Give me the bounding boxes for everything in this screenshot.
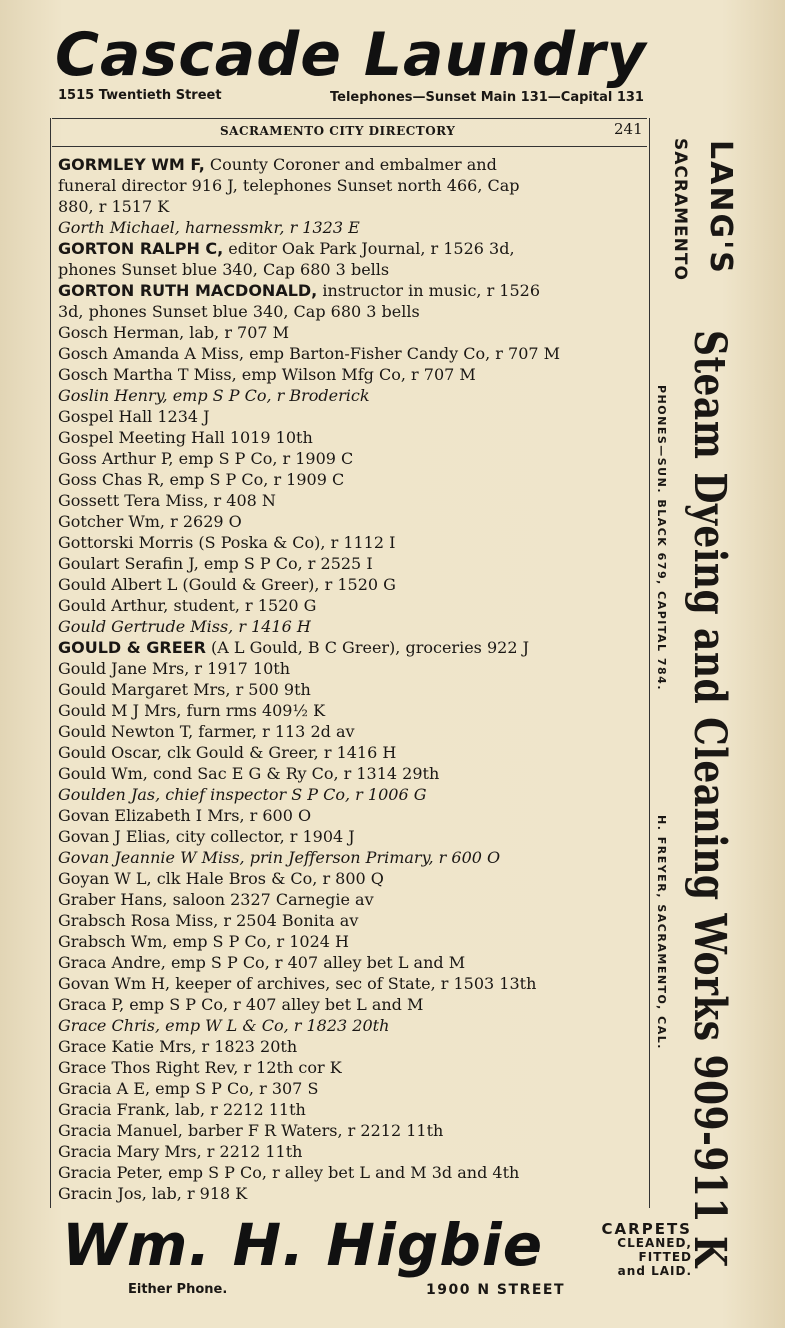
entry-details: clk Gould & Greer, r 1416 H bbox=[161, 743, 397, 762]
directory-entry bbox=[58, 763, 646, 784]
directory-entry bbox=[58, 1141, 646, 1162]
entry-name: Gould M J Mrs, bbox=[58, 701, 182, 720]
side-ad-slogan: Steam Dyeing and Cleaning Works 909-911 K bbox=[684, 330, 735, 1268]
entry-name: Gould Jane Mrs, bbox=[58, 659, 190, 678]
directory-entry bbox=[58, 280, 646, 322]
entry-details: r 600 O bbox=[244, 806, 312, 825]
entry-continuation: 3d, phones Sunset blue 340, Cap 680 3 bells bbox=[58, 302, 420, 321]
directory-entry bbox=[58, 826, 646, 847]
directory-entry bbox=[58, 805, 646, 826]
directory-entry bbox=[58, 973, 646, 994]
directory-entry bbox=[58, 1036, 646, 1057]
entry-continuation: 880, r 1517 K bbox=[58, 197, 170, 216]
entry-details: emp S P Co, r 1909 C bbox=[164, 470, 345, 489]
entry-details: (Gould & Greer), r 1520 G bbox=[177, 575, 396, 594]
entry-name: Gospel Hall bbox=[58, 407, 153, 426]
entry-details: clk Hale Bros & Co, r 800 Q bbox=[151, 869, 384, 888]
entry-details: emp S P Co, r 2525 I bbox=[198, 554, 373, 573]
directory-entry bbox=[58, 448, 646, 469]
directory-entry bbox=[58, 490, 646, 511]
entry-name: Gould Albert L bbox=[58, 575, 178, 594]
directory-entry bbox=[58, 364, 646, 385]
entry-details: harnessmkr, r 1323 E bbox=[179, 218, 360, 237]
entry-name: Gracia Peter, bbox=[58, 1163, 164, 1182]
directory-entry bbox=[58, 343, 646, 364]
entry-details: r 12th cor K bbox=[238, 1058, 342, 1077]
entry-name: Gotcher Wm, bbox=[58, 512, 166, 531]
entry-name: Gould Gertrude Miss, bbox=[58, 617, 234, 636]
directory-entry bbox=[58, 742, 646, 763]
directory-entry bbox=[58, 469, 646, 490]
entry-details: r 500 9th bbox=[230, 680, 311, 699]
header-rule-bottom bbox=[52, 146, 647, 147]
directory-entry bbox=[58, 238, 646, 280]
entry-name: Gould Arthur, bbox=[58, 596, 169, 615]
directory-entry bbox=[58, 784, 646, 805]
entry-name: Gosch Herman, bbox=[58, 323, 185, 342]
entry-name: Gracin Jos, bbox=[58, 1184, 147, 1203]
entry-details: student, r 1520 G bbox=[168, 596, 317, 615]
directory-entry bbox=[58, 910, 646, 931]
side-ad-city: SACRAMENTO bbox=[670, 138, 690, 281]
directory-entry bbox=[58, 595, 646, 616]
directory-entry bbox=[58, 1099, 646, 1120]
directory-entry bbox=[58, 952, 646, 973]
entry-name: Govan Jeannie W Miss, bbox=[58, 848, 245, 867]
directory-entry bbox=[58, 427, 646, 448]
entry-details: r 1823 20th bbox=[196, 1037, 298, 1056]
directory-entry bbox=[58, 1183, 646, 1204]
entry-name: Graca P, bbox=[58, 995, 125, 1014]
entry-details: r 2629 O bbox=[165, 512, 242, 531]
entry-details: lab, r 707 M bbox=[184, 323, 290, 342]
entry-details: (S Poska & Co), r 1112 I bbox=[193, 533, 396, 552]
bottom-ad-title: Wm. H. Higbie bbox=[62, 1211, 544, 1279]
bottom-ad-phone: Either Phone. bbox=[128, 1282, 228, 1297]
bottom-ad-address: 1900 N STREET bbox=[426, 1282, 566, 1298]
entry-name: Govan Elizabeth I Mrs, bbox=[58, 806, 245, 825]
entry-details: barber F R Waters, r 2212 11th bbox=[182, 1121, 444, 1140]
entry-name: Grabsch Wm, bbox=[58, 932, 168, 951]
entry-details: city collector, r 1904 J bbox=[170, 827, 355, 846]
entry-details: r 1917 10th bbox=[189, 659, 291, 678]
directory-entry bbox=[58, 700, 646, 721]
directory-entry bbox=[58, 574, 646, 595]
entry-name: Gospel Meeting Hall bbox=[58, 428, 225, 447]
directory-entry bbox=[58, 1078, 646, 1099]
entry-name: Gottorski Morris bbox=[58, 533, 194, 552]
entry-name: Gosch Amanda A Miss, bbox=[58, 344, 245, 363]
top-ad-phones: Telephones—Sunset Main 131—Capital 131 bbox=[330, 90, 644, 105]
entry-name: Govan J Elias, bbox=[58, 827, 171, 846]
entry-details: 1234 J bbox=[152, 407, 210, 426]
entry-details: County Coroner and embalmer and bbox=[204, 155, 497, 174]
entry-name: Gould Newton T, bbox=[58, 722, 194, 741]
directory-entry bbox=[58, 553, 646, 574]
entry-name: Goulart Serafin J, bbox=[58, 554, 199, 573]
entry-details: emp S P Co, r 407 alley bet L and M bbox=[124, 995, 424, 1014]
running-head: SACRAMENTO CITY DIRECTORY bbox=[220, 124, 456, 138]
entry-details: r 1416 H bbox=[233, 617, 311, 636]
entry-name: Grace Thos Right Rev, bbox=[58, 1058, 239, 1077]
entry-name: Graber Hans, bbox=[58, 890, 168, 909]
entry-name: Grabsch Rosa Miss, bbox=[58, 911, 219, 930]
entry-name: Goss Chas R, bbox=[58, 470, 165, 489]
entry-continuation: funeral director 916 J, telephones Sunset north 466, Cap bbox=[58, 176, 520, 195]
entry-name: GORMLEY WM F, bbox=[58, 155, 205, 174]
entry-details: emp W L & Co, r 1823 20th bbox=[160, 1016, 390, 1035]
entry-details: emp Wilson Mfg Co, r 707 M bbox=[236, 365, 476, 384]
entry-name: Gracia A E, bbox=[58, 1079, 151, 1098]
entry-details: emp S P Co, r alley bet L and M 3d and 4th bbox=[163, 1163, 520, 1182]
directory-entry bbox=[58, 217, 646, 238]
entry-details: keeper of archives, sec of State, r 1503 13th bbox=[170, 974, 537, 993]
directory-entry bbox=[58, 406, 646, 427]
fitted-label: FITTED bbox=[638, 1250, 692, 1264]
entry-details: instructor in music, r 1526 bbox=[317, 281, 541, 300]
entry-continuation: phones Sunset blue 340, Cap 680 3 bells bbox=[58, 260, 390, 279]
laid-label: and LAID. bbox=[617, 1264, 692, 1278]
entry-name: Gracia Frank, bbox=[58, 1100, 171, 1119]
entry-details: lab, r 918 K bbox=[146, 1184, 248, 1203]
directory-entry bbox=[58, 931, 646, 952]
directory-entry bbox=[58, 637, 646, 658]
bottom-ad-services bbox=[580, 1222, 692, 1278]
entry-details: emp S P Co, r Broderick bbox=[167, 386, 370, 405]
entry-name: Gould Margaret Mrs, bbox=[58, 680, 231, 699]
directory-entry bbox=[58, 658, 646, 679]
directory-entry bbox=[58, 1057, 646, 1078]
header-rule-top bbox=[52, 118, 647, 119]
side-ad-phones: PHONES—SUN. BLACK 679, CAPITAL 784. bbox=[655, 385, 668, 692]
top-ad-title: Cascade Laundry bbox=[55, 20, 647, 90]
directory-entry bbox=[58, 154, 646, 217]
entry-name: Grace Katie Mrs, bbox=[58, 1037, 197, 1056]
entry-name: Goslin Henry, bbox=[58, 386, 168, 405]
entry-name: Govan Wm H, bbox=[58, 974, 171, 993]
entry-details: prin Jefferson Primary, r 600 O bbox=[244, 848, 501, 867]
directory-entry bbox=[58, 322, 646, 343]
directory-entries bbox=[58, 154, 646, 1204]
directory-entry bbox=[58, 511, 646, 532]
directory-entry bbox=[58, 721, 646, 742]
entry-details: r 2504 Bonita av bbox=[218, 911, 359, 930]
directory-entry bbox=[58, 679, 646, 700]
directory-entry bbox=[58, 889, 646, 910]
directory-entry bbox=[58, 868, 646, 889]
directory-entry bbox=[58, 1162, 646, 1183]
entry-name: Gracia Manuel, bbox=[58, 1121, 183, 1140]
entry-name: GORTON RALPH C, bbox=[58, 239, 224, 258]
entry-details: (A L Gould, B C Greer), groceries 922 J bbox=[205, 638, 529, 657]
page-number: 241 bbox=[614, 120, 643, 138]
cleaned-label: CLEANED, bbox=[617, 1236, 692, 1250]
directory-entry bbox=[58, 616, 646, 637]
entry-details: emp S P Co, r 407 alley bet L and M bbox=[165, 953, 466, 972]
directory-entry bbox=[58, 1015, 646, 1036]
side-ad-proprietor: H. FREYER, SACRAMENTO, CAL. bbox=[655, 815, 668, 1050]
entry-details: furn rms 409½ K bbox=[181, 701, 326, 720]
side-ad-name: LANG'S bbox=[703, 140, 738, 275]
entry-details: chief inspector S P Co, r 1006 G bbox=[160, 785, 427, 804]
entry-details: farmer, r 113 2d av bbox=[193, 722, 355, 741]
directory-entry bbox=[58, 1120, 646, 1141]
entry-details: lab, r 2212 11th bbox=[170, 1100, 306, 1119]
entry-name: Gosch Martha T Miss, bbox=[58, 365, 237, 384]
entry-details: emp Barton-Fisher Candy Co, r 707 M bbox=[244, 344, 561, 363]
entry-details: emp S P Co, r 307 S bbox=[150, 1079, 319, 1098]
directory-entry bbox=[58, 847, 646, 868]
entry-name: Gould Wm, bbox=[58, 764, 148, 783]
entry-name: Gossett Tera Miss, bbox=[58, 491, 209, 510]
entry-name: Goss Arthur P, bbox=[58, 449, 174, 468]
entry-name: GORTON RUTH MACDONALD, bbox=[58, 281, 318, 300]
entry-name: Gracia Mary Mrs, bbox=[58, 1142, 202, 1161]
entry-details: r 408 N bbox=[208, 491, 276, 510]
carpets-label: CARPETS bbox=[601, 1220, 692, 1238]
entry-name: Grace Chris, bbox=[58, 1016, 161, 1035]
entry-details: emp S P Co, r 1024 H bbox=[167, 932, 349, 951]
top-ad-address: 1515 Twentieth Street bbox=[58, 88, 222, 103]
entry-name: Gould Oscar, bbox=[58, 743, 162, 762]
entry-name: Goyan W L, bbox=[58, 869, 152, 888]
directory-entry bbox=[58, 385, 646, 406]
entry-name: GOULD & GREER bbox=[58, 638, 206, 657]
entry-name: Gorth Michael, bbox=[58, 218, 180, 237]
entry-details: emp S P Co, r 1909 C bbox=[173, 449, 354, 468]
entry-details: 1019 10th bbox=[224, 428, 313, 447]
entry-name: Goulden Jas, bbox=[58, 785, 161, 804]
directory-entry bbox=[58, 994, 646, 1015]
entry-details: saloon 2327 Carnegie av bbox=[167, 890, 374, 909]
entry-name: Graca Andre, bbox=[58, 953, 166, 972]
entry-details: cond Sac E G & Ry Co, r 1314 29th bbox=[147, 764, 440, 783]
directory-entry bbox=[58, 532, 646, 553]
entry-details: editor Oak Park Journal, r 1526 3d, bbox=[223, 239, 515, 258]
entry-details: r 2212 11th bbox=[201, 1142, 303, 1161]
